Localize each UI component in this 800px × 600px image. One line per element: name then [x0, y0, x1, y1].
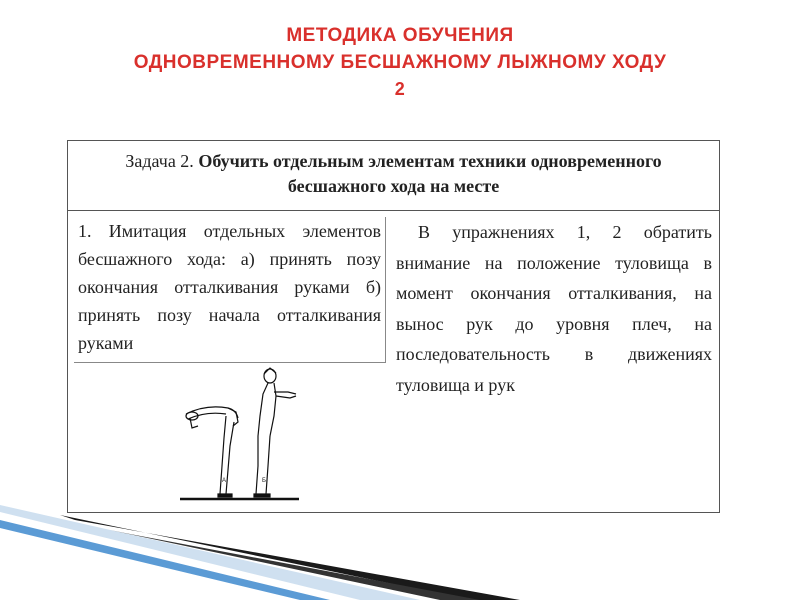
task-header-row [68, 141, 719, 211]
instruction-cell: В упражнениях 1, 2 обратить внимание на положение туловища в момент окончания отталкивания, на вынос рук до уровня плеч, на последовательность в движениях туловища и рук [396, 222, 712, 395]
figure-label-b: Б [262, 478, 266, 484]
method-table [67, 140, 720, 513]
decorative-corner-stripes [0, 490, 800, 600]
title-line-1: МЕТОДИКА ОБУЧЕНИЯ [286, 25, 514, 46]
figure-label-a: А [222, 478, 227, 484]
title-line-2: ОДНОВРЕМЕННОМУ БЕСШАЖНОМУ ЛЫЖНОМУ ХОДУ [133, 52, 667, 73]
page-number: 2 [394, 79, 406, 99]
stripe-light [0, 505, 420, 600]
exercise-cell: 1. Имитация отдельных элементов бесшажного хода: а) принять позу окончания отталкивания руками б) принять позу начала отталкивания руками [74, 217, 386, 363]
task-prefix: Задача 2. [125, 151, 199, 171]
slide-title [0, 22, 800, 103]
task-title-part-2: бесшажного хода на месте [287, 176, 500, 196]
task-title-part-1: Обучить отдельным элементам техники одновременного [198, 151, 662, 171]
